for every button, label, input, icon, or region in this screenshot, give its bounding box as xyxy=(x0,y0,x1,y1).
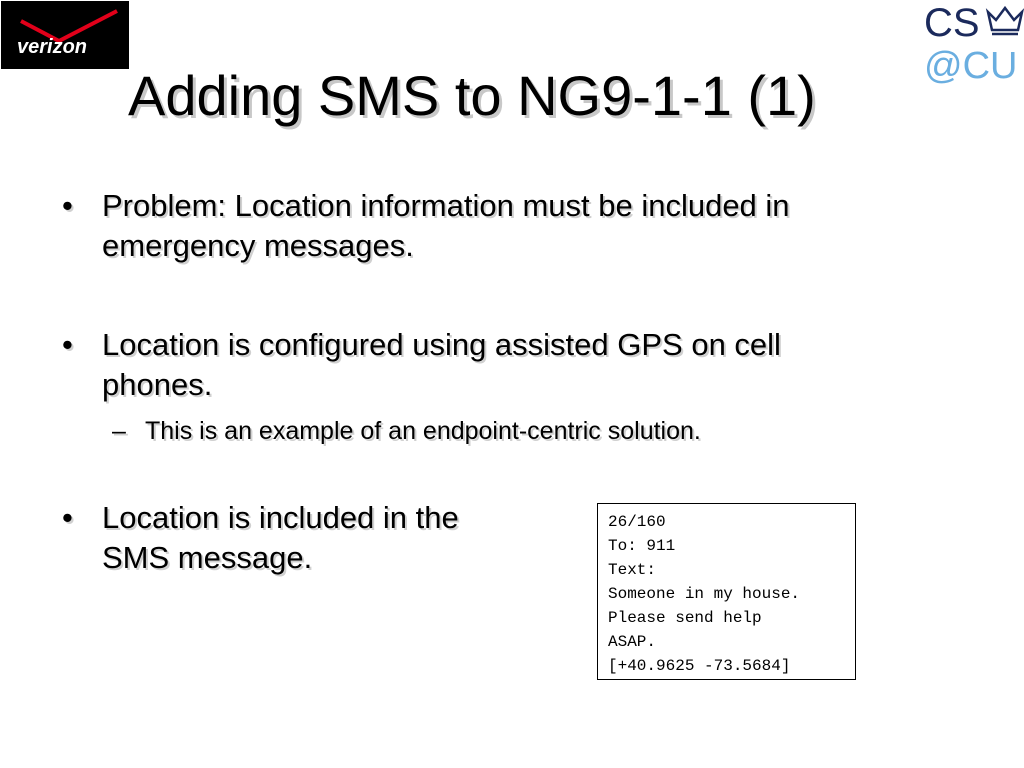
sms-body-line: Someone in my house. xyxy=(608,585,801,603)
sms-message-box xyxy=(597,503,856,680)
bullet-marker: • xyxy=(62,188,73,223)
cscu-wordmark-bottom: @CU xyxy=(924,45,1018,84)
verizon-wordmark: verizon xyxy=(17,36,88,58)
bullet-line: SMS message. xyxy=(102,540,313,575)
crown-icon xyxy=(988,8,1022,34)
bullet-marker: • xyxy=(62,327,73,362)
bullet-line: Problem: Location information must be included in xyxy=(102,188,790,223)
bullet-line: phones. xyxy=(102,367,213,402)
bullet-text xyxy=(102,325,781,405)
sub-bullet-text: This is an example of an endpoint-centric solution. xyxy=(145,417,701,445)
cscu-logo xyxy=(922,0,1024,84)
bullet-marker: • xyxy=(62,500,73,535)
bullet-line: Location is included in the xyxy=(102,500,459,535)
sms-recipient: To: 911 xyxy=(608,537,676,555)
sms-body-line: Please send help xyxy=(608,609,762,627)
slide-title: Adding SMS to NG9-1-1 (1) xyxy=(128,64,816,127)
bullet-line: Location is configured using assisted GPS on cell xyxy=(102,327,781,362)
sms-location: [+40.9625 -73.5684] xyxy=(608,657,791,675)
bullet-text xyxy=(102,498,459,578)
sms-counter: 26/160 xyxy=(608,513,666,531)
verizon-logo-graphic xyxy=(1,1,129,69)
sms-text-label: Text: xyxy=(608,561,657,579)
cscu-logo-graphic xyxy=(922,0,1024,84)
sms-body-line: ASAP. xyxy=(608,633,657,651)
bullet-line: emergency messages. xyxy=(102,228,414,263)
bullet-text xyxy=(102,186,790,266)
cscu-wordmark-top: CS xyxy=(924,1,980,45)
verizon-logo xyxy=(1,1,129,69)
sub-bullet-marker: – xyxy=(112,417,126,445)
